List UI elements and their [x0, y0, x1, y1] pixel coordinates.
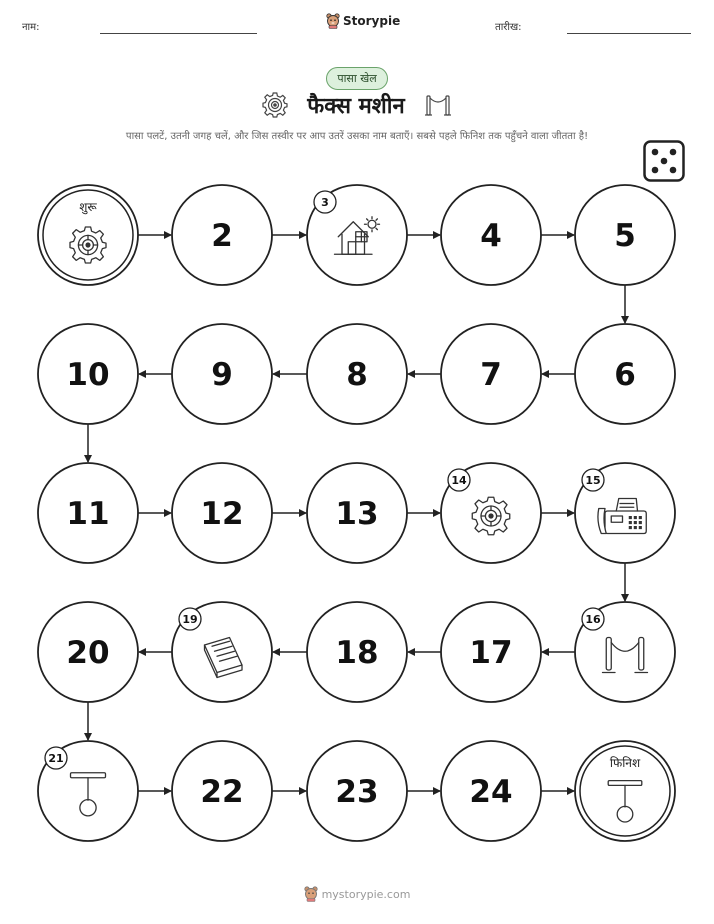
- space-number: 20: [66, 635, 110, 671]
- space-number: 17: [469, 635, 513, 671]
- board-space-16[interactable]: [575, 602, 675, 702]
- board-space-10[interactable]: [38, 324, 138, 424]
- board-space-2[interactable]: [172, 185, 272, 285]
- board-space-9[interactable]: [172, 324, 272, 424]
- board-space-25[interactable]: [575, 741, 675, 841]
- space-number: 15: [585, 474, 601, 487]
- space-number: 11: [66, 496, 110, 532]
- space-number: 23: [335, 774, 379, 810]
- space-number: 22: [200, 774, 244, 810]
- board-space-17[interactable]: [441, 602, 541, 702]
- board-space-7[interactable]: [441, 324, 541, 424]
- space-number: 5: [614, 218, 636, 254]
- board-space-22[interactable]: [172, 741, 272, 841]
- board-space-23[interactable]: [307, 741, 407, 841]
- space-number: 24: [469, 774, 513, 810]
- space-number: 9: [211, 357, 233, 393]
- start-label: शुरू: [79, 200, 97, 214]
- storypie-mascot-icon: [304, 886, 318, 902]
- space-number: 12: [200, 496, 244, 532]
- space-number: 14: [451, 474, 467, 487]
- board-space-13[interactable]: [307, 463, 407, 563]
- brand-name: Storypie: [343, 14, 401, 28]
- footer: [0, 886, 714, 902]
- board-space-12[interactable]: [172, 463, 272, 563]
- space-number: 18: [335, 635, 379, 671]
- board-space-8[interactable]: [307, 324, 407, 424]
- board-space-15[interactable]: [575, 463, 675, 563]
- board-space-1[interactable]: [38, 185, 138, 285]
- instructions: पासा पलटें, उतनी जगह चलें, और जिस तस्वीर पर आप उतरें उसका नाम बताएँ। सबसे पहले फिनिश तक पहुँचने वाला जीतता है!: [125, 131, 589, 142]
- board-space-20[interactable]: [38, 602, 138, 702]
- space-number: 21: [48, 752, 64, 765]
- footer-url: mystorypie.com: [321, 887, 411, 901]
- space-number: 8: [346, 357, 368, 393]
- space-number: 4: [480, 218, 502, 254]
- space-number: 6: [614, 357, 636, 393]
- board-space-4[interactable]: [441, 185, 541, 285]
- space-number: 19: [182, 613, 198, 626]
- board-space-11[interactable]: [38, 463, 138, 563]
- board-space-5[interactable]: [575, 185, 675, 285]
- finish-label: फिनिश: [609, 756, 641, 770]
- board-space-19[interactable]: [172, 602, 272, 702]
- space-number: 10: [66, 357, 110, 393]
- board-space-3[interactable]: [307, 185, 407, 285]
- space-number: 13: [335, 496, 379, 532]
- space-number: 2: [211, 218, 233, 254]
- board-space-18[interactable]: [307, 602, 407, 702]
- board-space-6[interactable]: [575, 324, 675, 424]
- space-number: 16: [585, 613, 601, 626]
- page-title: फैक्स मशीन: [307, 94, 405, 119]
- board-space-14[interactable]: [441, 463, 541, 563]
- space-number: 3: [321, 196, 329, 209]
- name-label: नाम:: [22, 22, 40, 33]
- date-label: तारीख:: [495, 22, 522, 33]
- board-space-21[interactable]: [38, 741, 138, 841]
- space-number: 7: [480, 357, 502, 393]
- game-type-badge: पासा खेल: [326, 67, 388, 90]
- board-space-24[interactable]: [441, 741, 541, 841]
